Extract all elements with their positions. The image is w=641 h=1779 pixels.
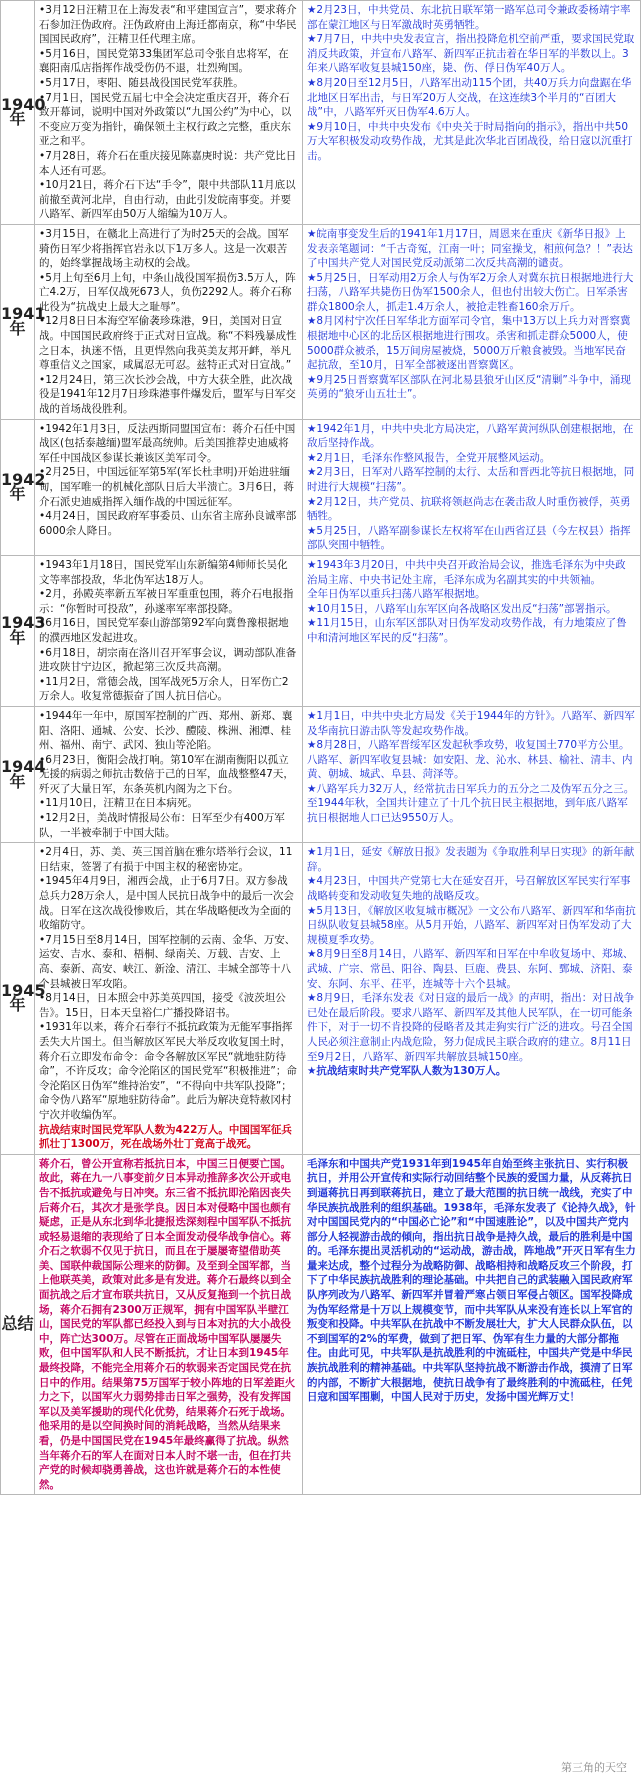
kmt-events-cell: [35, 224, 303, 419]
year-label: 1941年: [1, 224, 35, 419]
kmt-event: •6月23日，衡阳会战打响。第10军在湖南衡阳以孤立无援的病弱之师抗击数倍于己的日军，血战整整47天，歼灭了大量日军，东条英机内阁为之下台。: [39, 753, 294, 795]
ccp-events-cell: [303, 843, 641, 1154]
kmt-event: •8月14日，日本照会中苏美英四国，接受《波茨坦公告》。15日，日本天皇裕仁广播投降诏书。: [39, 992, 286, 1019]
ccp-event: 八路军、新四军收复县城：如安阳、龙、沁水、林县、榆社、清丰、内黄、朝城、城武、阜县、菏泽等。: [307, 753, 633, 781]
kmt-event: •2月25日，中国远征军第5军(军长杜聿明)开始进驻缅甸，国军唯一的机械化部队日后大半溃亡。3月6日，蒋介石派史迪威指挥入缅作战的中国远征军。: [39, 466, 294, 508]
ccp-event: ★8月28日，八路军晋绥军区发起秋季攻势，收复国土770平方公里。: [307, 739, 630, 752]
year-label: 1940年: [1, 1, 35, 225]
ccp-event: ★1月1日，中共中央北方局发《关于1944年的方针》。八路军、新四军及华南抗日游击队等发起攻势作战。: [307, 709, 635, 737]
kmt-event: •5月上旬至6月上旬，中条山战役国军损伤3.5万人，阵亡4.2万，日军仅战死673人，负伤2292人。蒋介石称此役为“抗战史上最大之耻辱”。: [39, 271, 296, 313]
kmt-event: •11月10日，汪精卫在日本病死。: [39, 797, 198, 810]
ccp-event: ★11月15日，山东军区部队对日伪军发动攻势作战，有力地策应了鲁中和清河地区军民的反“扫荡”。: [307, 617, 627, 644]
ccp-event: ★1942年1月，中共中央北方局决定，八路军黄河纵队创建根据地，在敌后坚持作战。: [307, 422, 634, 450]
kmt-event: •5月16日，国民党第33集团军总司令张自忠将军，在襄阳南瓜店指挥作战受伤仍不退，壮烈殉国。: [39, 47, 289, 75]
kmt-event: •4月24日，国民政府军事委员、山东省主席孙良诚率部6000余人降日。: [39, 510, 297, 537]
year-label: 1943年: [1, 555, 35, 706]
ccp-event: ★皖南事变发生后的1941年1月17日，周恩来在重庆《新华日报》上发表亲笔题词：“千古奇冤，江南一叶；同室操戈，相煎何急？！”表达了中国共产党人对国民党反动派第二次反共高潮的谴责。: [307, 227, 633, 270]
kmt-event: •12月2日，美战时情报局公布：日军至少有400万军队，一半被牵制于中国大陆。: [39, 812, 285, 839]
ccp-events-cell: [303, 706, 641, 842]
kmt-event: •1943年1月18日，国民党军山东新编第4师师长吴化文等率部投敌，华北伪军达18万人。: [39, 558, 288, 586]
kmt-event: •12月8日日本海空军偷袭珍珠港，9日，美国对日宣战。中国国民政府终于正式对日宣战。称“不料残暴成性之日本，执迷不悟，且更悍然向我英美友邦开衅，举凡尊重信义之国家，咸属忍无可忍。兹特正式对日宣战。”: [39, 315, 297, 372]
kmt-event: 抗战结束时国民党军队人数为422万人。中国国军征兵抓壮丁1300万，死在战场外壮丁竟高于战死。: [39, 1123, 292, 1151]
summary-label: 总结: [1, 1154, 35, 1495]
kmt-event: •2月，孙殿英率新五军被日军重重包围，蒋介石电报指示：“你暂时可投敌”，孙遂率军率部投降。: [39, 588, 294, 615]
kmt-event: •7月28日，蒋介石在重庆接见陈嘉庚时说：共产党比日本人还有可恶。: [39, 149, 297, 177]
ccp-event: ★2月12日，共产党员、抗联将领赵尚志在袭击敌人时重伤被俘，英勇牺牲。: [307, 495, 631, 523]
kmt-events-cell: [35, 419, 303, 555]
kmt-event: •7月15日至8月14日，国军控制的云南、金华、万安、运安、吉水、泰和、梧桐、绿南关、万载、吉安、上高、泰新、高安、峡江、新淦、清江、丰城全部等十八个县城被日军攻陷。: [39, 933, 296, 990]
year-row: [1, 555, 641, 706]
kmt-events-cell: [35, 1, 303, 225]
ccp-event: ★9月10日，中共中央发布《中央关于时局指向的指示》，指出中共50万大军积极发动攻势作战，尤其是此次华北百团战役，给日寇以沉重打击。: [307, 120, 633, 162]
kmt-event: •1944年一年中，原国军控制的广西、郑州、新郑、襄阳、洛阳、通城、公安、长沙、醴陵、株洲、湘潭、桂州、福州、南宁、武冈、独山等沦陷。: [39, 709, 293, 752]
ccp-event: ★10月15日，八路军山东军区向各战略区发出反“扫荡”部署指示。: [307, 602, 617, 615]
kmt-event: •3月12日汪精卫在上海发表“和平建国宣言”，要求蒋介石参加汪伪政府。汪伪政府由上海迁都南京，称“中华民国国民政府”，汪精卫任代理主席。: [39, 4, 297, 46]
ccp-event: ★8月20日至12月5日，八路军出动115个团，共40万兵力向盘踞在华北地区日军出击，与日军20万人交战，在这连续3个半月的“百团大战”中，八路军歼灭日伪军4.6万人。: [307, 76, 632, 119]
kmt-event: •1942年1月3日，反法西斯同盟国宣布：蒋介石任中国战区(包括泰越缅)盟军最高统帅。后美国推荐史迪威将军任中国战区参谋长兼该区美军司令。: [39, 422, 296, 464]
year-label: 1945年: [1, 843, 35, 1154]
ccp-events-cell: [303, 419, 641, 555]
kmt-event: •1945年4月9日，湘西会战，止于6月7日。双方参战总兵力28万余人，是中国人民抗日战争中的最后一次会战。日军在这次战役惨败后，其在华战略便改为全面的收缩防守。: [39, 875, 294, 932]
ccp-event: ★2月3日，日军对八路军控制的太行、太岳和晋西北等抗日根据地，同时进行大规模“扫荡”。: [307, 466, 635, 493]
kmt-event: •6月16日，国民党军泰山游部第92军向冀鲁豫根据地的濮西地区发起进攻。: [39, 617, 289, 644]
kmt-summary: 蒋介石，曾公开宣称若抵抗日本，中国三日便要亡国。故此，蒋在九一八事变前夕日本异动推辞多次公开或电告不抵抗或避免与日冲突。东三省不抵抗即沦陷因丧失后蒋介石，其次才是张学良。因日本对侵略中国也颇有疑虑，正是从东北到华北捷报迭深刻程中国军队不抵抗或轻易退缩的表现给了日本全面发动侵华战争信心。蒋介石之软弱不仅见于抗日，而且在于屡屡寄望借助英美、国联仲裁国际公理来的防御。及至到全国军都，当上他联英美，政策对此多是有发进。蒋介石最终以到全面抗战之后才宣布联共抗日，又从反复拖到一个抗日战场，蒋介石拥有2300万正规军，拥有中国军队半壁江山，国民党的军队都已经投入到与日本对抗的大小战役中，阵亡达300万。尽管在正面战场中国军队屡屡失败，但中国军队和人民不断抵抗，才让日本到1945年最终投降，不能完全用蒋介石的软弱来否定国民党在抗日中的作用。结果第75万国军于较小阵地的日军差距火力之下，以国军火力弱势排击日军之强势，没有发挥国军以及美军援助的现代化优势，结果蒋介石死于战场。他采用的是以空间换时间的消耗战略，当然从结果来看，仍是中国国民党在1945年最终赢得了抗战。纵然当年蒋介石的军人在面对日本人时不堪一击，但在打共产党的时候却骁勇善战，这也许就是蒋介石的本性使然。: [35, 1154, 303, 1495]
year-label: 1944年: [1, 706, 35, 842]
summary-row: [1, 1154, 641, 1495]
watermark: 第三角的天空: [561, 1761, 627, 1774]
ccp-event: ★4月23日，中国共产党第七大在延安召开，号召解放区军民实行军事战略转变和发动收复失地的战略反攻。: [307, 875, 631, 903]
ccp-summary: 毛泽东和中国共产党1931年到1945年自始至终主张抗日、实行积极抗日，并用公开宣传和实际行动回结整个民族的爱国力量，从反蒋抗日到逼蒋抗日再到联蒋抗日，建立了最大范围的抗日统一战线，充实了中华民族抗战胜利的组织基础。1938年，毛泽东发表了《论持久战》，针对中国国民党内的“中国必亡论”和“中国速胜论”，以及中国共产党内部分人轻视游击战的倾向，指出抗日战争是持久战，最后的胜利是中国的。毛泽东提出灵活机动的“运动战，游击战，阵地战”开灭日军有生力量来达成，整个过程分为战略防御、战略相持和战略反攻三个阶段，打下了中华民族抗战胜利的理论基础。中共把自己的武装融入国民政府军队序列改为八路军、新四军并冒着严寒占领日军侵占领区。国军投降成为伪军经常是十万以上规模变节，而中共军队从来没有连长以上军官的叛变和投降。中共军队在抗战中不断发展壮大，扩大人民群众队伍，以不到国军的2%的军费，做到了把日军、伪军有生力量的大部分都拖住。由此可见，中共军队是抗战胜利的中流砥柱，中国共产党是中华民族抗战胜利的精神基础。中共军队坚持抗战不断游击作战，摸清了日军的内部，不断扩大根据地，使抗日战争有了最终胜利的中流砥柱，任凭日寇和国军围剿，中国人民对于历史，发扬中国光辉万丈！: [303, 1154, 641, 1495]
year-row: [1, 224, 641, 419]
kmt-event: •1931年以来，蒋介石奉行不抵抗政策为无能军事指挥丢失大片国土。但当解放区军民大举反攻收复国土时，蒋介石立即发布命令：命令各解放区军民“就地驻防待命”，不许反攻；命令沦陷区的国民党军“积极推进”；命令沦陷区日伪军“维持治安”，“不得向中共军队投降”；命令伪八路军“原地驻防待命”。此后为解决竟特赦冈村宁次并收编伪军。: [39, 1021, 297, 1121]
ccp-event: ★抗战结束时共产党军队人数为130万人。: [307, 1065, 507, 1078]
ccp-event: ★8月9日至8月14日，八路军、新四军和日军在中牟收复场中、郑城、武城、广宗、常邑、阳谷、陶县、巨鹿、费县、东阿、鄄城、济阳、泰安、东阿、东平、茌平，连城等十六个县城。: [307, 948, 634, 990]
ccp-event: ★1月1日，延安《解放日报》发表题为《争取胜利早日实现》的新年献辞。: [307, 846, 635, 873]
year-row: [1, 843, 641, 1154]
ccp-event: ★八路军兵力32万人，经常抗击日军兵力的五分之二及伪军五分之三。至1944年秋，全国共计建立了十几个抗日民主根据地，到年底八路军抗日根据地人口已达9550万人。: [307, 782, 635, 825]
year-row: [1, 706, 641, 842]
ccp-event: ★9月25日晋察冀军区部队在河北易县狼牙山区反“清剿”斗争中，涌现英勇的“狼牙山五壮士”。: [307, 373, 631, 401]
kmt-event: •12月24日，第三次长沙会战，中方大获全胜，此次战役是1941年12月7日珍珠港事件爆发后，盟军与日军交战的首场战役胜利。: [39, 373, 296, 416]
ccp-event: ★8月冈村宁次任日军华北方面军司令官，集中13万以上兵力对晋察冀根据地中心区的北岳区根据地进行围攻。杀害和抓走群众5000人，使5000群众被杀，15万间房屋被烧，5000万斤粮食被毁。当地军民奋起抗敌，至10月，日军全部被逐出晋察冀区。: [307, 315, 631, 372]
ccp-events-cell: [303, 1, 641, 225]
ccp-event: ★5月25日，八路军副参谋长左权将军在山西省辽县（今左权县）指挥部队突围中牺牲。: [307, 524, 631, 552]
kmt-event: •10月21日，蒋介石下达“手令”，限中共部队11月底以前撤至黄河北岸，自由行动，由此引发皖南事变。并要八路军、新四军由50万人缩编为10万人。: [39, 179, 296, 221]
ccp-event: ★1943年3月20日，中共中央召开政治局会议，推选毛泽东为中央政治局主席、中央书记处主席，毛泽东成为名副其实的中共领袖。: [307, 558, 626, 586]
kmt-event: •5月17日，枣阳、随县战役国民党军获胜。: [39, 76, 244, 89]
kmt-event: •2月4日，苏、美、英三国首脑在雅尔塔举行会议，11日结束，签署了有损于中国主权的秘密协定。: [39, 846, 293, 873]
kmt-events-cell: [35, 843, 303, 1154]
kmt-event: •11月2日，常德会战，国军战死5万余人，日军伤亡2万余人。收复常德振奋了国人抗日信心。: [39, 675, 289, 703]
year-row: [1, 419, 641, 555]
kmt-event: •7月1日，国民党五届七中全会决定重庆召开，蒋介石致开幕词，说明中国对外政策以“九国公约”为中心，以不变应万变为指针，确保领土主权行政之完整，重庆东亚之和平。: [39, 91, 292, 148]
year-label: 1942年: [1, 419, 35, 555]
ccp-event: ★7月7日，中共中央发表宣言，指出投降危机空前严重，要求国民党取消反共政策，并宣布八路军、新四军正抗击着在华日军的半数以上。3年来八路军收复县城150座，毙、伤、俘日伪军40万人。: [307, 33, 635, 75]
ccp-events-cell: [303, 224, 641, 419]
ccp-event: ★2月1日，毛泽东作整风报告，全党开展整风运动。: [307, 451, 551, 464]
ccp-event: ★5月13日，《解放区收复城市概况》一文公布八路军、新四军和华南抗日纵队收复县城58座。从5月开始，八路军、新四军对日伪军发动了大规模夏季攻势。: [307, 904, 636, 946]
kmt-event: •6月18日，胡宗南在洛川召开军事会议，调动部队准备进攻陕甘宁边区，掀起第三次反共高潮。: [39, 646, 297, 674]
ccp-event: ★8月9日，毛泽东发表《对日寇的最后一战》的声明，指出：对日战争已处在最后阶段。要求八路军、新四军及其他人民军队，在一切可能条件下，对于一切不肯投降的侵略者及其走狗实行广泛的进攻。号召全国人民必须注意制止内战危险，努力促成民主联合政府的建立。8月11日至9月2日，八路军、新四军共解放县城150座。: [307, 992, 635, 1063]
ccp-event: 全年日伪军以重兵扫荡八路军根据地。: [307, 588, 486, 601]
ccp-event: ★5月25日，日军动用2万余人与伪军2万余人对冀东抗日根据地进行大扫荡，八路军共毙伤日伪军1500余人，但也付出较大伤亡。日军杀害群众1800余人，抓走1.4万余人，被抢走牲畜160余万斤。: [307, 271, 634, 313]
year-row: [1, 1, 641, 225]
kmt-events-cell: [35, 555, 303, 706]
kmt-events-cell: [35, 706, 303, 842]
ccp-events-cell: [303, 555, 641, 706]
kmt-event: •3月15日，在赣北上高进行了为时25天的会战。国军骑伤日军少将指挥官岩永以下1万多人。这是一次艰苦的，始终掌握战场主动权的会战。: [39, 227, 289, 270]
ccp-event: ★2月23日，中共党员、东北抗日联军第一路军总司令兼政委杨靖宇率部在蒙江地区与日军激战时英勇牺牲。: [307, 4, 631, 31]
